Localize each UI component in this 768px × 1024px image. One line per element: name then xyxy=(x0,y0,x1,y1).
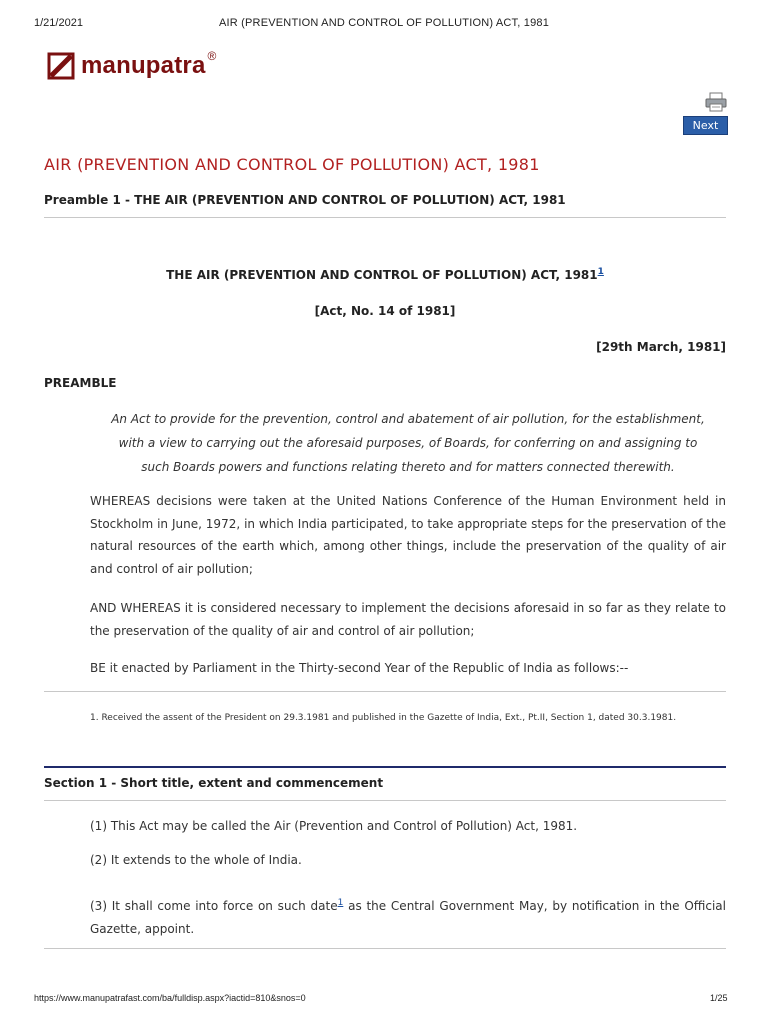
whereas-paragraph-2: AND WHEREAS it is considered necessary to implement the decisions aforesaid in so far as they relate to the preservation of the quality of air and control of air pollution; xyxy=(90,601,726,638)
section-1-sub-1: (1) This Act may be called the Air (Prevention and Control of Pollution) Act, 1981. xyxy=(90,819,578,833)
act-date: [29th March, 1981] xyxy=(596,340,726,354)
act-intro-line: An Act to provide for the prevention, control and abatement of air pollution, for the establishment, xyxy=(111,412,705,426)
logo-registered-mark: ® xyxy=(207,49,217,63)
manupatra-logo[interactable] xyxy=(47,49,217,80)
whereas-paragraph-1: WHEREAS decisions were taken at the United Nations Conference of the Human Environment held in Stockholm in June, 1972, in which India participated, to take appropriate steps for the preservation of the natural resources of the earth which, among other things, include the preservation of the quality of air and control of air pollution; xyxy=(90,494,726,576)
section-1-footnote-link[interactable]: 1 xyxy=(337,898,344,908)
print-page-number: 1/25 xyxy=(710,993,728,1003)
preamble-heading: Preamble 1 - THE AIR (PREVENTION AND CONTROL OF POLLUTION) ACT, 1981 xyxy=(44,193,566,207)
section-1-sub-3 xyxy=(90,891,726,941)
logo-text: manupatra xyxy=(81,52,206,79)
next-button[interactable]: Next xyxy=(683,116,728,135)
divider xyxy=(44,217,726,218)
section-1-sub-3-text: (3) It shall come into force on such date xyxy=(90,899,338,913)
act-title: AIR (PREVENTION AND CONTROL OF POLLUTION) ACT, 1981 xyxy=(44,155,540,174)
section-1-sub-2: (2) It extends to the whole of India. xyxy=(90,853,302,867)
divider xyxy=(44,948,726,949)
print-icon[interactable] xyxy=(705,92,727,112)
footnote: 1. Received the assent of the President on 29.3.1981 and published in the Gazette of India, Ext., Pt.II, Section 1, dated 30.3.1981. xyxy=(90,713,677,723)
act-intro-line: such Boards powers and functions relating thereto and for matters connected therewith. xyxy=(141,460,675,474)
manupatra-logo-icon xyxy=(47,52,75,80)
print-header-title: AIR (PREVENTION AND CONTROL OF POLLUTION) ACT, 1981 xyxy=(218,17,550,29)
act-heading xyxy=(44,266,726,282)
act-number: [Act, No. 14 of 1981] xyxy=(314,304,456,318)
enacting-clause: BE it enacted by Parliament in the Thirty-second Year of the Republic of India as follows:-- xyxy=(90,661,629,675)
section-1-heading: Section 1 - Short title, extent and commencement xyxy=(44,776,384,790)
section-1-sub-3-text-cont: as the Central Government May, by notification in the Official Gazette, appoint. xyxy=(90,899,726,936)
section-divider xyxy=(44,766,726,768)
divider xyxy=(44,800,726,801)
print-footer-url: https://www.manupatrafast.com/ba/fulldisp.aspx?iactid=810&snos=0 xyxy=(34,993,306,1003)
act-heading-text: THE AIR (PREVENTION AND CONTROL OF POLLUTION) ACT, 1981 xyxy=(166,268,598,282)
preamble-label: PREAMBLE xyxy=(44,376,117,390)
print-date: 1/21/2021 xyxy=(34,17,83,29)
act-intro-line: with a view to carrying out the aforesaid purposes, of Boards, for conferring on and assigning to xyxy=(118,436,698,450)
divider xyxy=(44,691,726,692)
act-intro xyxy=(90,407,726,479)
act-heading-footnote-link[interactable]: 1 xyxy=(597,267,604,277)
